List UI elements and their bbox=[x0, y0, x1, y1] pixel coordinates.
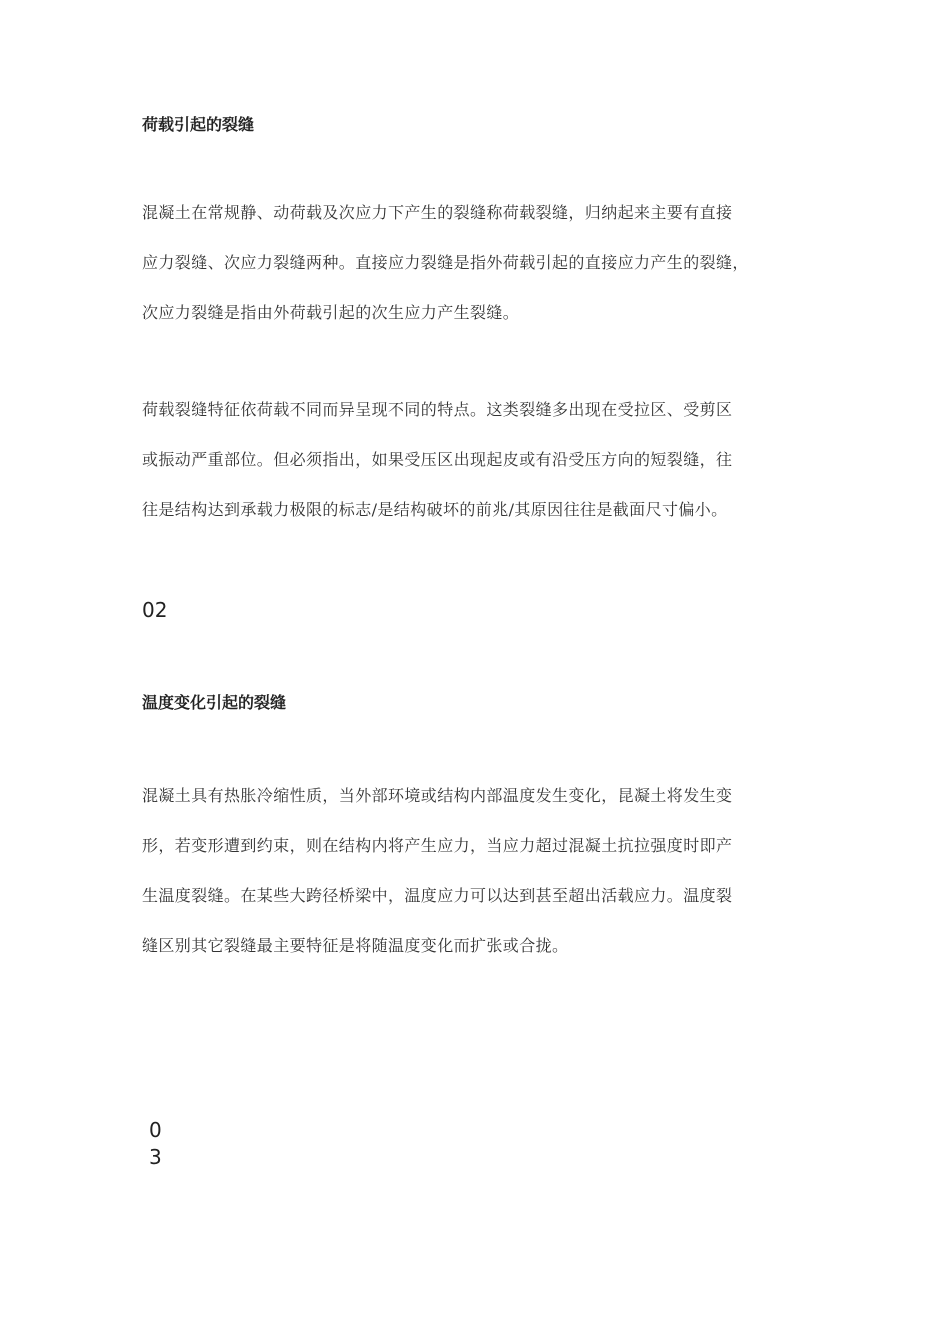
paragraph-line: 缝区别其它裂缝最主要特征是将随温度变化而扩张或合拢。 bbox=[142, 936, 569, 955]
section-number-digit: 0 bbox=[149, 1118, 162, 1142]
paragraph-line: 应力裂缝、次应力裂缝两种。直接应力裂缝是指外荷载引起的直接应力产生的裂缝， bbox=[142, 253, 749, 272]
paragraph-line: 或振动严重部位。但必须指出，如果受压区出现起皮或有沿受压方向的短裂缝，往 bbox=[142, 450, 733, 469]
section-heading-temperature-cracks: 温度变化引起的裂缝 bbox=[142, 693, 287, 712]
paragraph-load-cracks-features bbox=[142, 398, 806, 548]
paragraph-line: 次应力裂缝是指由外荷载引起的次生应力产生裂缝。 bbox=[142, 303, 520, 322]
paragraph-line: 形，若变形遭到约束，则在结构内将产生应力，当应力超过混凝土抗拉强度时即产 bbox=[142, 836, 733, 855]
paragraph-line: 荷载裂缝特征依荷载不同而异呈现不同的特点。这类裂缝多出现在受拉区、受剪区 bbox=[142, 400, 733, 419]
paragraph-load-cracks-definition bbox=[142, 201, 806, 351]
section-heading-load-cracks: 荷载引起的裂缝 bbox=[142, 115, 255, 134]
section-number-digit: 3 bbox=[149, 1145, 162, 1169]
section-number-02: 02 bbox=[142, 598, 168, 622]
paragraph-line: 生温度裂缝。在某些大跨径桥梁中，温度应力可以达到甚至超出活载应力。温度裂 bbox=[142, 886, 733, 905]
paragraph-line: 往是结构达到承载力极限的标志/是结构破坏的前兆/其原因往往是截面尺寸偏小。 bbox=[142, 500, 728, 519]
paragraph-line: 混凝土在常规静、动荷载及次应力下产生的裂缝称荷载裂缝，归纳起来主要有直接 bbox=[142, 203, 733, 222]
paragraph-temperature-cracks bbox=[142, 784, 806, 984]
paragraph-line: 混凝土具有热胀冷缩性质，当外部环境或结构内部温度发生变化，昆凝土将发生变 bbox=[142, 786, 733, 805]
section-number-03 bbox=[149, 1117, 162, 1171]
